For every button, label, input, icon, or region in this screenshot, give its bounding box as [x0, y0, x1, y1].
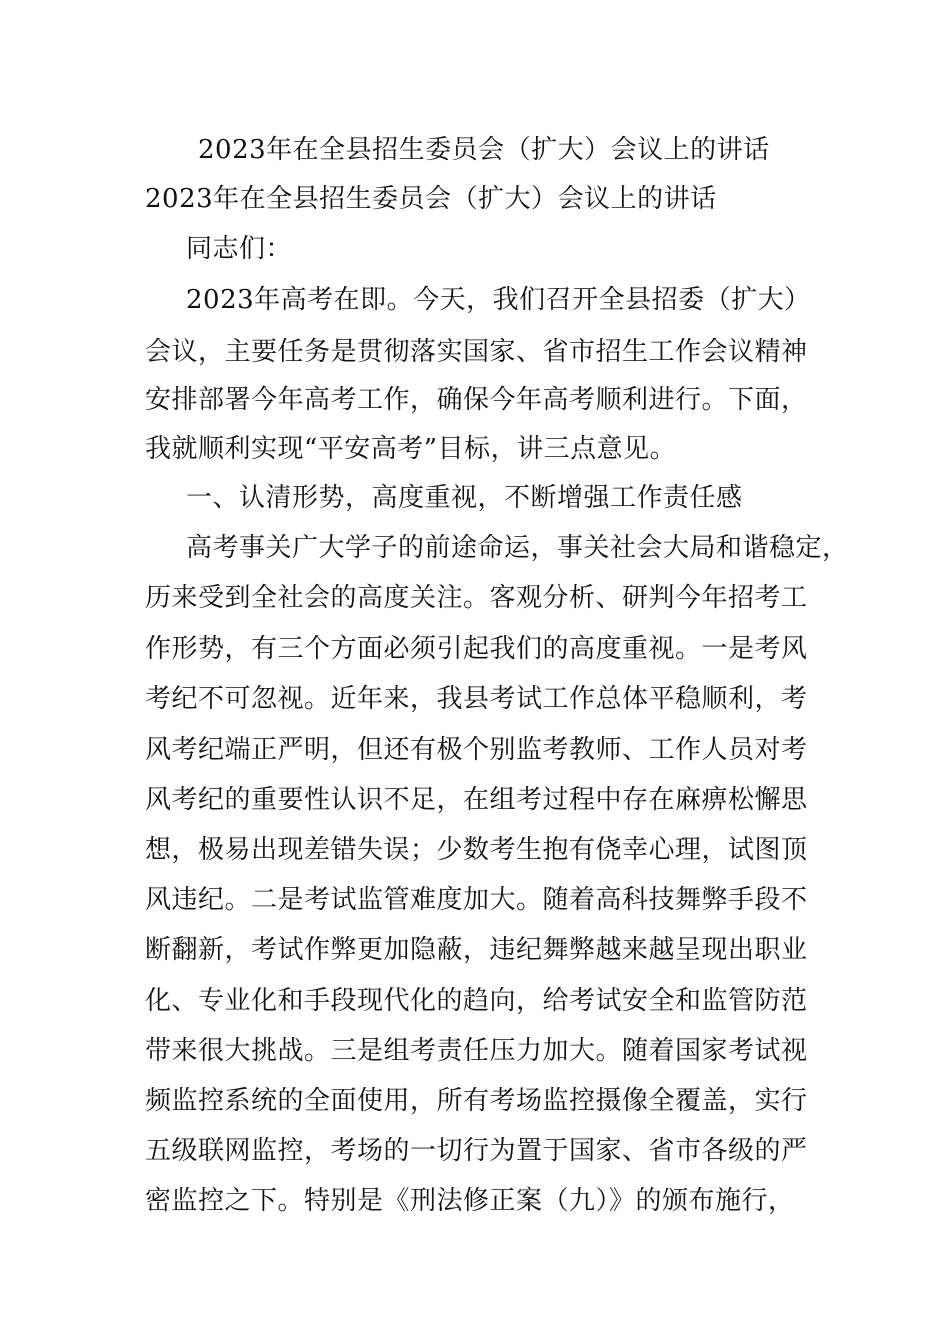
paragraph-line: 五级联网监控，考场的一切行为置于国家、省市各级的严	[145, 1136, 808, 1166]
paragraph-line: 化、专业化和手段现代化的趋向，给考试安全和监管防范	[145, 986, 808, 1016]
paragraph-line: 2023年高考在即。今天，我们召开全县招委（扩大）	[186, 285, 811, 315]
paragraph-line: 想，极易出现差错失误；少数考生抱有侥幸心理，试图顶	[145, 835, 808, 865]
paragraph-line: 频监控系统的全面使用，所有考场监控摄像全覆盖，实行	[145, 1086, 808, 1116]
paragraph-line: 断翻新，考试作弊更加隐蔽，违纪舞弊越来越呈现出职业	[145, 935, 808, 965]
paragraph-line: 安排部署今年高考工作，确保今年高考顺利进行。下面，	[145, 385, 808, 415]
paragraph-line: 风考纪的重要性认识不足，在组考过程中存在麻痹松懈思	[145, 785, 808, 815]
paragraph-line: 带来很大挑战。三是组考责任压力加大。随着国家考试视	[145, 1036, 808, 1066]
paragraph-line: 密监控之下。特别是《刑法修正案（九）》的颁布施行，	[145, 1186, 795, 1216]
paragraph-line: 我就顺利实现“平安高考”目标，讲三点意见。	[145, 434, 677, 464]
paragraph-line: 风违纪。二是考试监管难度加大。随着高科技舞弊手段不	[145, 885, 808, 915]
paragraph-line: 考纪不可忽视。近年来，我县考试工作总体平稳顺利，考	[145, 684, 808, 714]
paragraph-line: 会议，主要任务是贯彻落实国家、省市招生工作会议精神	[145, 337, 808, 367]
paragraph-line: 作形势，有三个方面必须引起我们的高度重视。一是考风	[145, 634, 808, 664]
salutation: 同志们：	[186, 234, 293, 264]
document-title: 2023年在全县招生委员会（扩大）会议上的讲话	[198, 135, 770, 165]
document-subtitle: 2023年在全县招生委员会（扩大）会议上的讲话	[145, 184, 717, 214]
paragraph-line: 风考纪端正严明，但还有极个别监考教师、工作人员对考	[145, 735, 808, 765]
paragraph-line: 历来受到全社会的高度关注。客观分析、研判今年招考工	[145, 583, 808, 613]
paragraph-line: 高考事关广大学子的前途命运，事关社会大局和谐稳定，	[186, 533, 849, 563]
section-heading: 一、认清形势，高度重视，不断增强工作责任感	[186, 483, 743, 513]
